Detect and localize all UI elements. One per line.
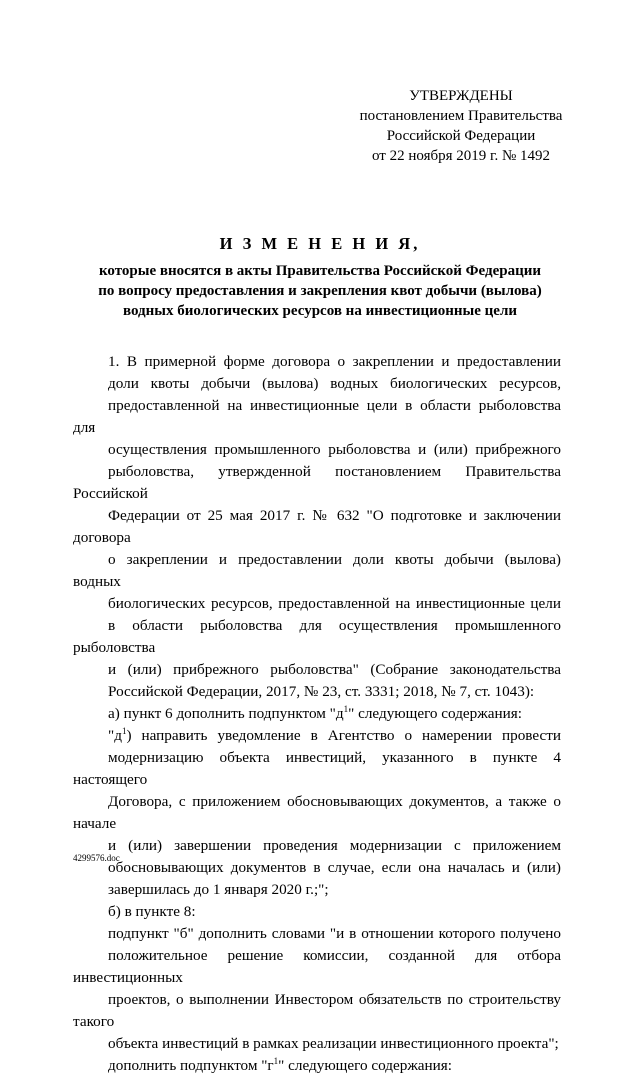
quote-text: ) направить уведомление в Агентство о намерении провести bbox=[126, 727, 561, 744]
document-heading bbox=[60, 234, 580, 321]
superscript: 1 bbox=[273, 1056, 279, 1066]
quote-open: "д bbox=[108, 727, 122, 744]
text-line: осуществления промышленного рыболовства и (или) прибрежного bbox=[108, 441, 561, 458]
text-line: в области рыболовства для осуществления промышленного рыболовства bbox=[73, 617, 561, 656]
item-a-text: а) пункт 6 дополнить подпунктом "д bbox=[108, 705, 344, 722]
approval-title: УТВЕРЖДЕНЫ bbox=[409, 88, 513, 104]
document-body bbox=[73, 351, 561, 1077]
last-line-text: " следующего содержания: bbox=[278, 1057, 453, 1074]
text-line: Договора, с приложением обосновывающих документов, а также о начале bbox=[73, 793, 561, 832]
item-b: б) в пункте 8: bbox=[108, 903, 196, 920]
superscript: 1 bbox=[121, 726, 127, 736]
text-line: подпункт "б" дополнить словами "и в отношении которого получено bbox=[108, 925, 561, 942]
text-line: завершилась до 1 января 2020 г.;"; bbox=[108, 881, 329, 898]
text-line: рыболовства, утвержденной постановлением Правительства Российской bbox=[73, 463, 561, 502]
text-line: модернизацию объекта инвестиций, указанного в пункте 4 настоящего bbox=[73, 749, 561, 788]
text-line: 1. В примерной форме договора о закреплении и предоставлении bbox=[108, 353, 561, 370]
approval-line: от 22 ноября 2019 г. № 1492 bbox=[371, 148, 551, 164]
paragraph-b bbox=[73, 923, 561, 1055]
heading-title: И З М Е Н Е Н И Я, bbox=[219, 234, 421, 253]
text-line: Российской Федерации, 2017, № 23, ст. 3331; 2018, № 7, ст. 1043): bbox=[108, 683, 535, 700]
paragraph-1 bbox=[73, 351, 561, 703]
last-line bbox=[73, 1055, 561, 1077]
text-line: и (или) прибрежного рыболовства" (Собрание законодательства bbox=[108, 661, 561, 678]
last-line-text: дополнить подпунктом "г bbox=[108, 1057, 274, 1074]
item-a-text: " следующего содержания: bbox=[348, 705, 522, 722]
text-line: и (или) завершении проведения модернизации с приложением bbox=[108, 837, 561, 854]
approval-line: Российской Федерации bbox=[386, 128, 536, 144]
text-line: проектов, о выполнении Инвестором обязательств по строительству такого bbox=[73, 991, 561, 1030]
text-line: объекта инвестиций в рамках реализации инвестиционного проекта"; bbox=[108, 1035, 559, 1052]
text-line: положительное решение комиссии, созданной для отбора инвестиционных bbox=[73, 947, 561, 986]
text-line: обосновывающих документов в случае, если она началась и (или) bbox=[108, 859, 561, 876]
heading-line: по вопросу предоставления и закрепления квот добычи (вылова) bbox=[98, 283, 542, 299]
text-line: предоставленной на инвестиционные цели в области рыболовства для bbox=[73, 397, 561, 436]
approval-line: постановлением Правительства bbox=[359, 108, 563, 124]
text-line bbox=[73, 725, 561, 747]
approval-block bbox=[356, 86, 566, 166]
quote-d1 bbox=[73, 725, 561, 901]
text-line: биологических ресурсов, предоставленной на инвестиционные цели bbox=[108, 595, 561, 612]
text-line: о закреплении и предоставлении доли квоты добычи (вылова) водных bbox=[73, 551, 561, 590]
heading-line: которые вносятся в акты Правительства Российской Федерации bbox=[98, 263, 542, 279]
text-line: доли квоты добычи (вылова) водных биологических ресурсов, bbox=[108, 375, 561, 392]
text-line: Федерации от 25 мая 2017 г. № 632 "О подготовке и заключении договора bbox=[73, 507, 561, 546]
heading-line: водных биологических ресурсов на инвестиционные цели bbox=[122, 303, 518, 319]
superscript: 1 bbox=[343, 704, 349, 714]
file-reference: 4299576.doc bbox=[73, 853, 120, 863]
item-a bbox=[73, 703, 561, 725]
